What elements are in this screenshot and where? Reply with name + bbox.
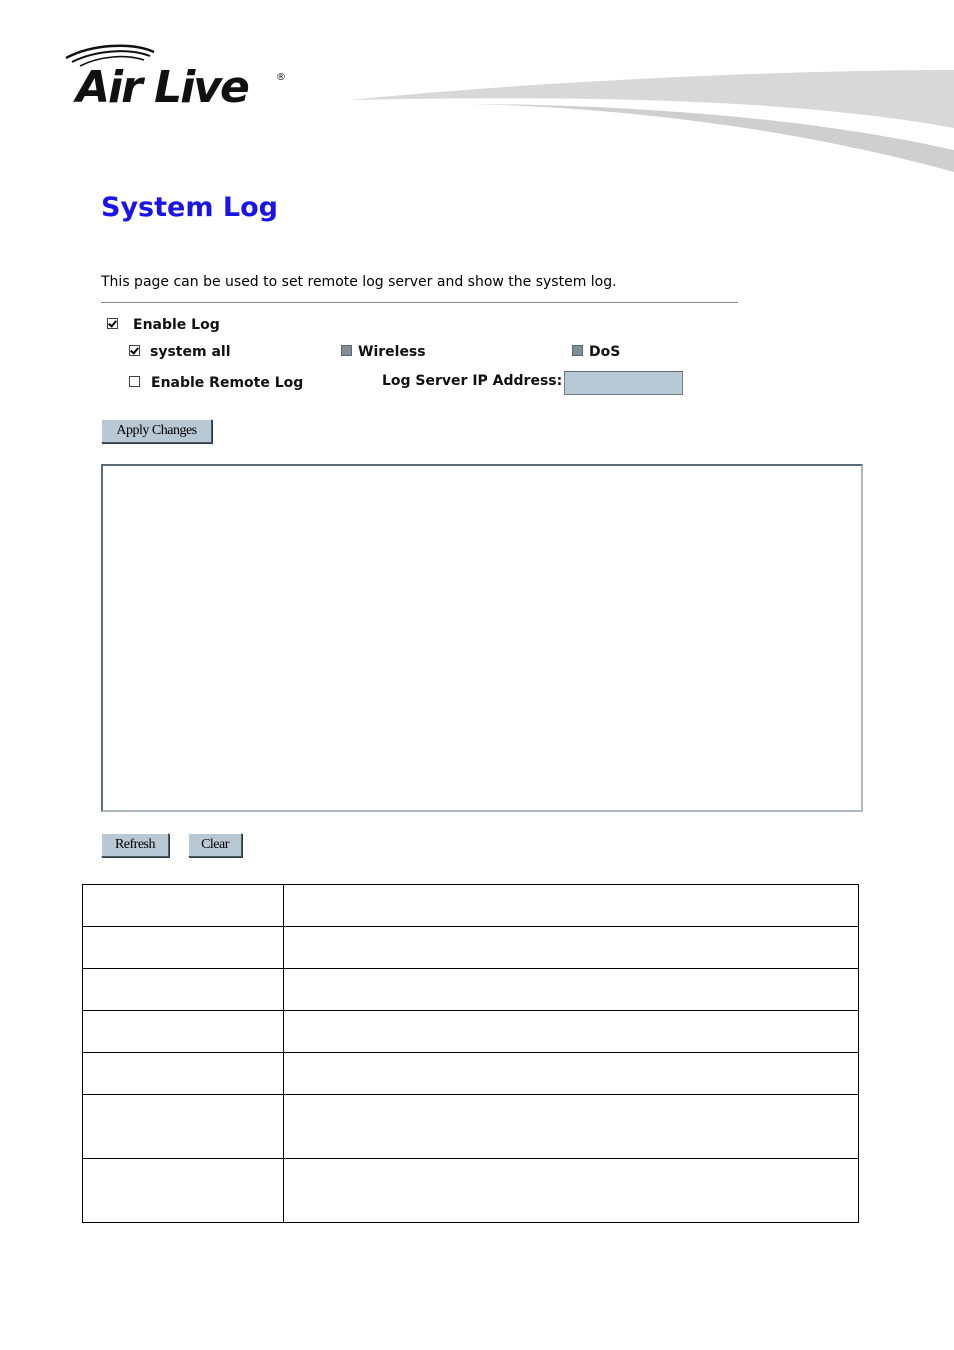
table-row: [83, 927, 859, 969]
table-cell: [284, 1159, 859, 1223]
table-row: [83, 1053, 859, 1095]
logo-registered-mark: ®: [276, 72, 286, 83]
wireless-checkbox[interactable]: [341, 345, 352, 356]
system-all-label: system all: [150, 344, 231, 360]
table-row: [83, 1011, 859, 1053]
table-cell: [83, 969, 284, 1011]
table-row: [83, 1095, 859, 1159]
logo-arcs-icon: [62, 40, 302, 110]
table-cell: [83, 927, 284, 969]
clear-button[interactable]: Clear: [188, 833, 242, 857]
table-row: [83, 1159, 859, 1223]
table-cell: [83, 1095, 284, 1159]
logo-wordmark: Air Live: [76, 62, 248, 110]
table-cell: [83, 885, 284, 927]
enable-log-label: Enable Log: [133, 317, 220, 333]
dos-label: DoS: [589, 344, 621, 360]
table-cell: [284, 1053, 859, 1095]
apply-changes-button[interactable]: Apply Changes: [101, 419, 212, 443]
enable-log-checkbox[interactable]: [107, 318, 118, 329]
table-cell: [284, 927, 859, 969]
page-description: This page can be used to set remote log server and show the system log.: [101, 274, 617, 290]
system-log-textarea[interactable]: [101, 464, 863, 812]
table-cell: [284, 969, 859, 1011]
dos-checkbox[interactable]: [572, 345, 583, 356]
log-server-ip-label: Log Server IP Address:: [382, 373, 563, 389]
enable-remote-log-checkbox[interactable]: [129, 376, 140, 387]
table-row: [83, 969, 859, 1011]
wireless-label: Wireless: [358, 344, 426, 360]
table-cell: [83, 1011, 284, 1053]
parameter-table: [82, 884, 859, 1223]
log-server-ip-input[interactable]: [564, 371, 683, 395]
table-cell: [284, 1011, 859, 1053]
refresh-button[interactable]: Refresh: [101, 833, 169, 857]
table-row: [83, 885, 859, 927]
airlive-logo: [62, 40, 302, 110]
page-title: System Log: [101, 192, 278, 223]
table-cell: [284, 885, 859, 927]
enable-remote-log-label: Enable Remote Log: [151, 375, 304, 391]
table-cell: [83, 1053, 284, 1095]
table-cell: [284, 1095, 859, 1159]
divider: [101, 302, 738, 303]
table-cell: [83, 1159, 284, 1223]
system-all-checkbox[interactable]: [129, 345, 140, 356]
